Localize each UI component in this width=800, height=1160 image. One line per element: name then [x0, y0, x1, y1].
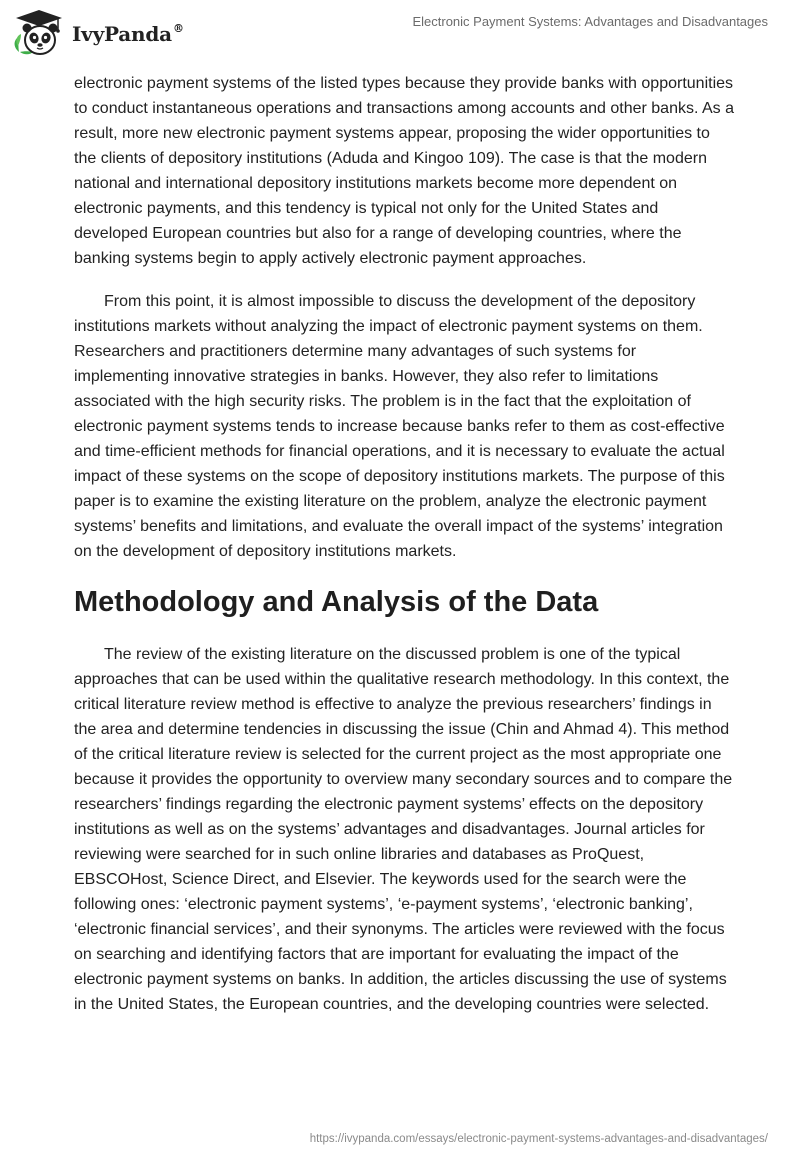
- essay-content: [74, 71, 734, 1035]
- brand-name: IvyPanda®: [72, 22, 184, 46]
- brand-logo[interactable]: [12, 8, 184, 58]
- page-header: [0, 0, 800, 70]
- paragraph-3: The review of the existing literature on the discussed problem is one of the typical approaches that can be used within the qualitative research methodology. In this context, the critical literature review method is effective to analyze the previous researchers’ findings in the area and determine tendencies in discussing the issue (Chin and Ahmad 4). This method of the critical literature review is selected for the current project as the most appropriate one because it provides the opportunity to overview many secondary sources and to compare the researchers’ findings regarding the electronic payment systems’ effects on the depository institutions as well as on the systems’ advantages and disadvantages. Journal articles for reviewing were searched for in such online libraries and databases as ProQuest, EBSCOHost, Science Direct, and Elsevier. The keywords used for the search were the following ones: ‘electronic payment systems’, ‘e-payment systems’, ‘electronic banking’, ‘electronic financial services’, and their synonyms. The articles were reviewed with the focus on searching and identifying factors that are important for evaluating the impact of the electronic payment systems on banks. In addition, the articles discussing the use of systems in the United States, the European countries, and the developing countries were selected.: [74, 646, 733, 1013]
- section-heading: Methodology and Analysis of the Data: [74, 586, 599, 618]
- paragraph-2: From this point, it is almost impossible to discuss the development of the depository institutions markets without analyzing the impact of electronic payment systems on them. Researchers and practitioners determine many advantages of such systems for implementing innovative strategies in banks. However, they also refer to limitations associated with the high security risks. The problem is in the fact that the exploitation of electronic payment systems tends to increase because banks refer to them as cost-effective and time-efficient methods for financial operations, and it is necessary to evaluate the actual impact of these systems on the scope of depository institutions markets. The purpose of this paper is to examine the existing literature on the problem, analyze the electronic payment systems’ benefits and limitations, and evaluate the overall impact of the systems’ integration on the development of depository institutions markets.: [74, 293, 725, 560]
- registered-mark: ®: [172, 22, 184, 35]
- document-title: Electronic Payment Systems: Advantages and Disadvantages: [412, 14, 768, 29]
- panda-graduate-icon: [12, 8, 66, 58]
- paragraph-continued: electronic payment systems of the listed types because they provide banks with opportunities to conduct instantaneous operations and transactions among accounts and other banks. As a result, more new electronic payment systems appear, proposing the wider opportunities to the clients of depository institutions (Aduda and Kingoo 109). The case is that the modern national and international depository institutions markets become more dependent on electronic payments, and this tendency is typical not only for the United States and developed European countries but also for a range of developing countries, where the banking systems begin to apply actively electronic payment approaches.: [74, 75, 734, 267]
- source-url[interactable]: https://ivypanda.com/essays/electronic-payment-systems-advantages-and-disadvantages/: [309, 1133, 768, 1145]
